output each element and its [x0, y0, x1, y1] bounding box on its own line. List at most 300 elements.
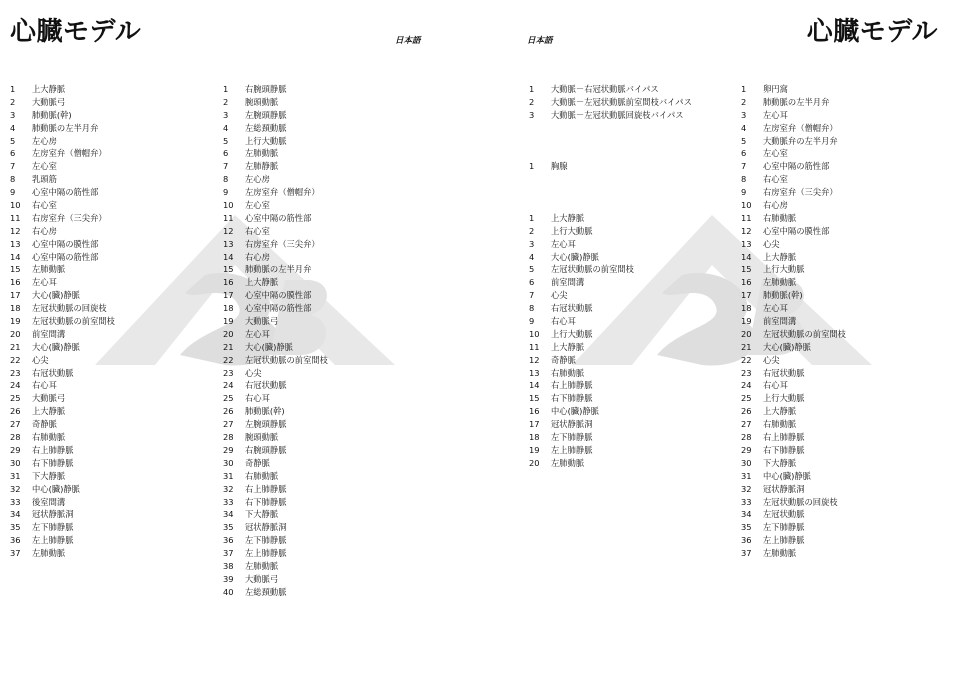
legend-number: 11 [223, 212, 234, 223]
legend-number: 2 [529, 96, 535, 107]
legend-label: 左心室 [245, 200, 270, 211]
legend-item [10, 160, 115, 173]
legend-number: 9 [223, 187, 229, 198]
legend-item [741, 444, 846, 457]
legend-number: 22 [10, 354, 21, 365]
legend-label: 右心耳 [32, 380, 57, 391]
legend-label: 右上肺静脈 [551, 380, 593, 391]
legend-number: 33 [223, 496, 234, 507]
legend-item [10, 135, 115, 148]
legend-number: 5 [10, 135, 16, 146]
legend-label: 腕頭動脈 [245, 96, 279, 107]
legend-item [529, 302, 692, 315]
legend-label: 左房室弁（僧帽弁） [245, 187, 320, 198]
page-title: 心臓モデル [806, 17, 938, 47]
legend-item [223, 379, 328, 392]
legend-item [741, 83, 846, 96]
legend-number: 34 [223, 509, 234, 520]
legend-item [529, 354, 692, 367]
legend-label: 左肺動脈 [32, 264, 66, 275]
legend-item [10, 418, 115, 431]
legend-number: 21 [741, 341, 752, 352]
legend-number: 3 [741, 109, 747, 120]
legend-number: 1 [223, 84, 229, 94]
legend-number: 32 [741, 483, 752, 494]
legend-number: 19 [223, 316, 234, 327]
legend-number: 14 [223, 251, 234, 262]
legend-item [741, 186, 846, 199]
legend-number: 18 [529, 432, 540, 443]
legend-label: 大心(臓)静脈 [32, 290, 80, 301]
legend-label: 卵円窩 [763, 84, 788, 94]
legend-number: 28 [223, 432, 234, 443]
legend-label: 心室中隔の膜性部 [763, 225, 830, 236]
legend-number: 18 [223, 303, 234, 314]
legend-label: 左総頚動脈 [245, 586, 287, 597]
legend-number: 14 [741, 251, 752, 262]
legend-label: 心尖 [551, 290, 568, 301]
legend-label: 左心室 [32, 161, 57, 172]
legend-label: 大動脈－左冠状動脈回旋枝バイパス [551, 109, 684, 120]
legend-number: 26 [741, 406, 752, 417]
legend-label: 右冠状動脈 [32, 367, 74, 378]
legend-item [223, 341, 328, 354]
legend-label: 左心耳 [763, 303, 788, 314]
legend-number: 24 [223, 380, 234, 391]
legend-label: 左心房 [245, 174, 270, 185]
legend-label: 左下肺静脈 [245, 535, 287, 546]
legend-item [10, 251, 115, 264]
legend-number: 9 [741, 187, 747, 198]
legend-number: 3 [529, 238, 535, 249]
legend-item [10, 354, 115, 367]
legend-label: 心室中隔の膜性部 [245, 290, 312, 301]
legend-label: 左上肺静脈 [32, 535, 74, 546]
legend-number: 1 [529, 161, 535, 172]
legend-item [529, 444, 692, 457]
legend-number: 11 [529, 341, 540, 352]
legend-number: 23 [741, 367, 752, 378]
legend-label: 奇静脈 [245, 457, 270, 468]
legend-number: 20 [741, 328, 752, 339]
legend-label: 腕頭動脈 [245, 432, 279, 443]
legend-number: 8 [741, 174, 747, 185]
legend-label: 右下肺静脈 [763, 444, 805, 455]
legend-label: 左肺動脈 [245, 148, 279, 159]
legend-number: 35 [223, 522, 234, 533]
legend-label: 上大静脈 [551, 212, 585, 223]
legend-item [223, 547, 328, 560]
legend-number: 39 [223, 573, 234, 584]
legend-label: 右心房 [32, 225, 57, 236]
legend-number: 31 [10, 470, 21, 481]
legend-number: 20 [223, 328, 234, 339]
right-page [477, 0, 954, 677]
legend-item [223, 122, 328, 135]
legend-label: 左腕頭静脈 [245, 419, 287, 430]
legend-item [741, 160, 846, 173]
legend-number: 16 [223, 277, 234, 288]
legend-item [10, 470, 115, 483]
legend-number: 6 [223, 148, 229, 159]
legend-number: 17 [529, 419, 540, 430]
legend-item [223, 392, 328, 405]
legend-label: 大動脈弓 [245, 316, 279, 327]
legend-item [529, 135, 692, 148]
legend-label: 冠状静脈洞 [32, 509, 74, 520]
legend-number: 13 [10, 238, 21, 249]
legend-item [10, 225, 115, 238]
legend-item [741, 418, 846, 431]
legend-number: 16 [741, 277, 752, 288]
legend-label: 左下肺静脈 [763, 522, 805, 533]
legend-label: 肺動脈(幹) [32, 109, 72, 120]
legend-item [741, 238, 846, 251]
legend-number: 33 [741, 496, 752, 507]
legend-item [529, 289, 692, 302]
legend-label: 左心房 [32, 135, 57, 146]
legend-item [223, 508, 328, 521]
legend-item [741, 135, 846, 148]
language-label: 日本語 [395, 36, 421, 46]
legend-number: 7 [223, 161, 229, 172]
legend-label: 左心耳 [32, 277, 57, 288]
legend-label: 上行大動脈 [763, 393, 805, 404]
legend-item [10, 173, 115, 186]
legend-item [741, 225, 846, 238]
legend-number: 25 [741, 393, 752, 404]
legend-label: 上大静脈 [763, 251, 797, 262]
legend-label: 左心室 [763, 148, 788, 159]
legend-label: 冠状静脈洞 [245, 522, 287, 533]
legend-number: 12 [529, 354, 540, 365]
legend-number: 5 [741, 135, 747, 146]
legend-number: 10 [529, 328, 540, 339]
legend-item [10, 199, 115, 212]
legend-item [223, 186, 328, 199]
legend-number: 2 [10, 96, 16, 107]
legend-label: 左肺動脈 [245, 560, 279, 571]
legend-label: 右心房 [763, 200, 788, 211]
legend-number: 6 [741, 148, 747, 159]
legend-label: 右心室 [763, 174, 788, 185]
legend-item [223, 83, 328, 96]
legend-item [529, 199, 692, 212]
legend-label: 下大静脈 [763, 457, 797, 468]
legend-label: 左下肺静脈 [32, 522, 74, 533]
legend-label: 奇静脈 [551, 354, 576, 365]
legend-label: 左冠状動脈の前室間枝 [245, 354, 328, 365]
legend-label: 大心(臓)静脈 [32, 341, 80, 352]
legend-label: 右冠状動脈 [763, 367, 805, 378]
legend-number: 8 [223, 174, 229, 185]
legend-number: 12 [223, 225, 234, 236]
legend-item [741, 367, 846, 380]
legend-number: 28 [10, 432, 21, 443]
legend-number: 18 [10, 303, 21, 314]
legend-label: 左上肺静脈 [551, 444, 593, 455]
legend-item [529, 238, 692, 251]
legend-item [529, 341, 692, 354]
legend-label: 左上肺静脈 [245, 548, 287, 559]
legend-label: 右心房 [245, 251, 270, 262]
legend-number: 29 [10, 444, 21, 455]
legend-item [223, 289, 328, 302]
legend-label: 肺動脈の左半月弁 [32, 122, 99, 133]
legend-number: 21 [223, 341, 234, 352]
legend-label: 後室間溝 [32, 496, 66, 507]
legend-label: 下大静脈 [245, 509, 279, 520]
legend-number: 16 [529, 406, 540, 417]
legend-item [223, 496, 328, 509]
legend-label: 右肺動脈 [245, 470, 279, 481]
legend-number: 35 [741, 522, 752, 533]
legend-number: 36 [10, 535, 21, 546]
legend-item [741, 392, 846, 405]
legend-number: 28 [741, 432, 752, 443]
legend-item [741, 96, 846, 109]
legend-item [741, 521, 846, 534]
legend-number: 5 [529, 264, 535, 275]
legend-item [10, 379, 115, 392]
legend-number: 26 [223, 406, 234, 417]
legend-item [10, 508, 115, 521]
legend-item [10, 392, 115, 405]
legend-number: 12 [741, 225, 752, 236]
legend-label: 右心耳 [763, 380, 788, 391]
legend-item [10, 238, 115, 251]
legend-number: 17 [223, 290, 234, 301]
legend-label: 中心(臓)静脈 [551, 406, 599, 417]
legend-label: 左肺動脈 [763, 277, 797, 288]
legend-item [10, 328, 115, 341]
legend-item [529, 225, 692, 238]
legend-label: 右肺動脈 [763, 212, 797, 223]
legend-item [10, 496, 115, 509]
legend-label: 右心耳 [245, 393, 270, 404]
legend-item [529, 160, 692, 173]
legend-item [223, 483, 328, 496]
legend-item [741, 431, 846, 444]
legend-number: 7 [529, 290, 535, 301]
legend-item [223, 225, 328, 238]
legend-label: 右心室 [245, 225, 270, 236]
legend-item [10, 315, 115, 328]
legend-label: 心室中隔の筋性部 [32, 187, 99, 198]
legend-item [223, 276, 328, 289]
legend-item [223, 328, 328, 341]
legend-item [529, 83, 692, 96]
legend-number: 17 [741, 290, 752, 301]
legend-number: 2 [741, 96, 747, 107]
legend-item [223, 521, 328, 534]
legend-label: 左肺静脈 [245, 161, 279, 172]
legend-item [529, 186, 692, 199]
legend-item [223, 160, 328, 173]
legend-number: 3 [223, 109, 229, 120]
legend-label: 奇静脈 [32, 419, 57, 430]
legend-number: 33 [10, 496, 21, 507]
legend-number: 11 [10, 212, 21, 223]
legend-label: 乳頭筋 [32, 174, 57, 185]
legend-item [741, 405, 846, 418]
legend-item [10, 457, 115, 470]
legend-label: 大心(臓)静脈 [245, 341, 293, 352]
legend-number: 13 [529, 367, 540, 378]
legend-item [529, 405, 692, 418]
legend-number: 26 [10, 406, 21, 417]
legend-item [10, 147, 115, 160]
legend-label: 中心(臓)静脈 [763, 470, 811, 481]
legend-label: 中心(臓)静脈 [32, 483, 80, 494]
legend-number: 30 [10, 457, 21, 468]
legend-number: 37 [741, 548, 752, 559]
legend-label: 大心(臓)静脈 [763, 341, 811, 352]
legend-item [529, 147, 692, 160]
legend-item [10, 405, 115, 418]
legend-label: 前室間溝 [551, 277, 585, 288]
legend-item [741, 328, 846, 341]
legend-item [741, 341, 846, 354]
legend-number: 15 [223, 264, 234, 275]
legend-number: 25 [10, 393, 21, 404]
legend-number: 8 [529, 303, 535, 314]
legend-number: 9 [529, 316, 535, 327]
legend-label: 心室中隔の筋性部 [763, 161, 830, 172]
legend-item [741, 289, 846, 302]
legend-label: 右下肺静脈 [245, 496, 287, 507]
legend-item [223, 354, 328, 367]
legend-item [741, 199, 846, 212]
legend-item [741, 534, 846, 547]
legend-item [741, 122, 846, 135]
legend-item [10, 122, 115, 135]
legend-label: 肺動脈(幹) [245, 406, 285, 417]
legend-item [741, 302, 846, 315]
legend-item [10, 341, 115, 354]
legend-label: 右房室弁（三尖弁） [763, 187, 838, 198]
legend-item [741, 457, 846, 470]
legend-item [741, 212, 846, 225]
legend-number: 31 [223, 470, 234, 481]
legend-number: 15 [529, 393, 540, 404]
legend-item [529, 276, 692, 289]
legend-label: 右腕頭静脈 [245, 84, 287, 94]
legend-label: 左心耳 [245, 328, 270, 339]
legend-label: 右上肺静脈 [32, 444, 74, 455]
legend-item [10, 534, 115, 547]
legend-number: 13 [741, 238, 752, 249]
legend-number: 30 [223, 457, 234, 468]
legend-label: 大動脈－左冠状動脈前室間枝バイパス [551, 96, 692, 107]
legend-item [741, 147, 846, 160]
legend-item [223, 534, 328, 547]
legend-number: 14 [529, 380, 540, 391]
legend-label: 右房室弁（三尖弁） [245, 238, 320, 249]
legend-item [223, 457, 328, 470]
legend-number: 7 [741, 161, 747, 172]
legend-item [529, 122, 692, 135]
legend-number: 38 [223, 560, 234, 571]
legend-number: 14 [10, 251, 21, 262]
legend-item [529, 457, 692, 470]
legend-number: 29 [223, 444, 234, 455]
legend-item [10, 212, 115, 225]
legend-number: 35 [10, 522, 21, 533]
legend-number: 20 [529, 457, 540, 468]
legend-label: 右肺動脈 [32, 432, 66, 443]
legend-number: 10 [10, 200, 21, 211]
legend-label: 上大静脈 [763, 406, 797, 417]
legend-label: 左冠状動脈の前室間枝 [32, 316, 115, 327]
legend-label: 左冠状動脈の前室間枝 [551, 264, 634, 275]
legend-item [741, 173, 846, 186]
legend-number: 13 [223, 238, 234, 249]
legend-number: 27 [10, 419, 21, 430]
legend-column [10, 83, 115, 560]
legend-label: 大動脈弓 [32, 393, 66, 404]
legend-number: 15 [741, 264, 752, 275]
legend-item [529, 109, 692, 122]
legend-label: 左総頚動脈 [245, 122, 287, 133]
legend-item [741, 315, 846, 328]
legend-item [529, 212, 692, 225]
legend-item [529, 431, 692, 444]
legend-item [10, 83, 115, 96]
legend-label: 右冠状動脈 [551, 303, 593, 314]
legend-item [741, 263, 846, 276]
legend-item [223, 173, 328, 186]
legend-number: 32 [10, 483, 21, 494]
legend-item [223, 560, 328, 573]
legend-label: 右上肺静脈 [763, 432, 805, 443]
legend-number: 19 [741, 316, 752, 327]
legend-label: 左冠状動脈の回旋枝 [763, 496, 838, 507]
legend-number: 8 [10, 174, 16, 185]
legend-label: 左房室弁（僧帽弁） [763, 122, 838, 133]
legend-label: 右肺動脈 [551, 367, 585, 378]
legend-number: 3 [529, 109, 535, 120]
legend-label: 胸腺 [551, 161, 568, 172]
legend-number: 21 [10, 341, 21, 352]
legend-number: 11 [741, 212, 752, 223]
legend-item [741, 508, 846, 521]
legend-item [223, 405, 328, 418]
legend-label: 左冠状動脈の回旋枝 [32, 303, 107, 314]
legend-label: 右心室 [32, 200, 57, 211]
legend-number: 36 [223, 535, 234, 546]
legend-item [10, 109, 115, 122]
legend-label: 左房室弁（僧帽弁） [32, 148, 107, 159]
legend-item [223, 96, 328, 109]
legend-item [223, 470, 328, 483]
legend-label: 左冠状動脈の前室間枝 [763, 328, 846, 339]
legend-number: 16 [10, 277, 21, 288]
legend-label: 大動脈弓 [245, 573, 279, 584]
legend-label: 心室中隔の筋性部 [245, 303, 312, 314]
legend-item [223, 315, 328, 328]
legend-label: 上行大動脈 [551, 328, 593, 339]
legend-label: 心尖 [32, 354, 49, 365]
legend-item [223, 431, 328, 444]
legend-label: 大心(臓)静脈 [551, 251, 599, 262]
legend-item [223, 367, 328, 380]
legend-item [741, 109, 846, 122]
legend-label: 上大静脈 [551, 341, 585, 352]
legend-number: 10 [223, 200, 234, 211]
legend-number: 1 [10, 84, 16, 94]
legend-label: 左肺動脈 [32, 548, 66, 559]
